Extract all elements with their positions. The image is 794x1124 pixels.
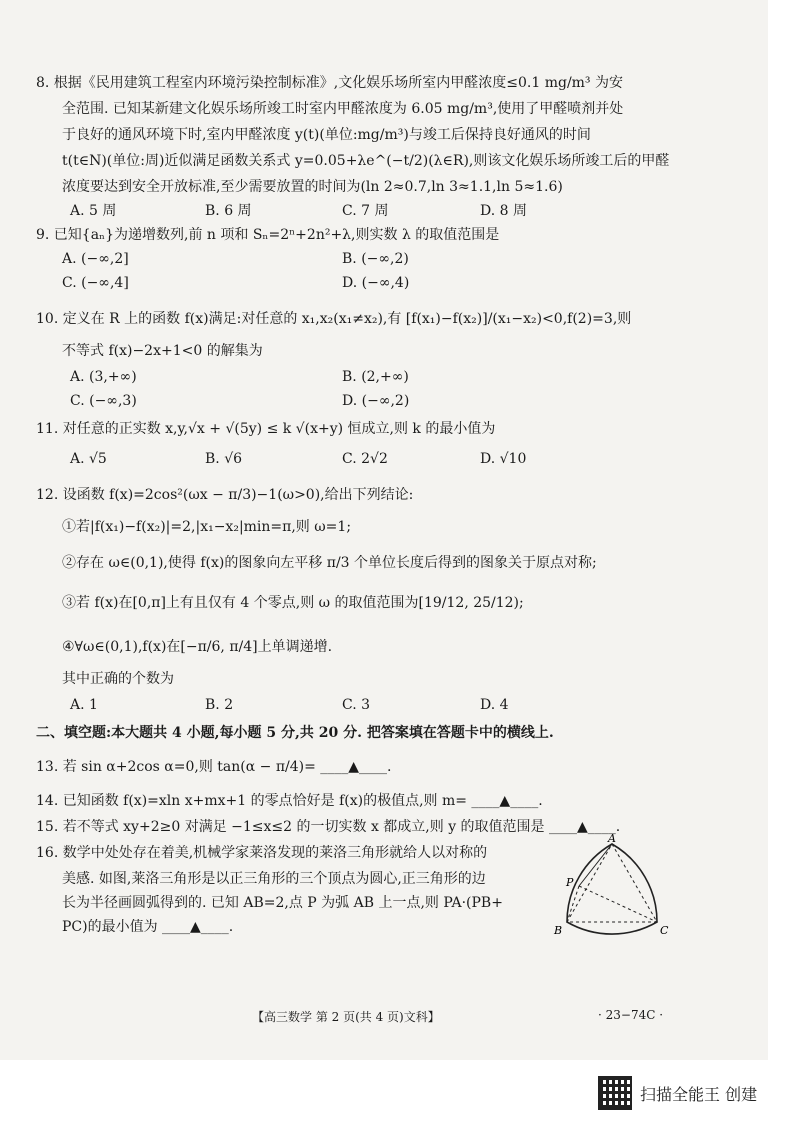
segment-pa bbox=[579, 844, 612, 886]
q11-option-d: D. √10 bbox=[480, 451, 527, 467]
q12-statement-3: ③若 f(x)在[0,π]上有且仅有 4 个零点,则 ω 的取值范围为[19/12, 25/12); bbox=[62, 595, 524, 611]
q11-option-b: B. √6 bbox=[205, 451, 243, 467]
q12-option-a: A. 1 bbox=[70, 697, 98, 713]
q8-option-c: C. 7 周 bbox=[342, 203, 389, 219]
q10-option-d: D. (−∞,2) bbox=[342, 393, 410, 409]
footer-code: · 23−74C · bbox=[598, 1008, 664, 1022]
q12-line1: 12. 设函数 f(x)=2cos²(ωx − π/3)−1(ω>0),给出下列结论: bbox=[36, 487, 414, 503]
q8-option-d: D. 8 周 bbox=[480, 203, 527, 219]
reuleaux-triangle-figure bbox=[552, 834, 676, 946]
inner-equilateral-triangle bbox=[567, 844, 657, 922]
q8-line2: 全范围. 已知某新建文化娱乐场所竣工时室内甲醛浓度为 6.05 mg/m³,使用了甲醛喷剂并处 bbox=[62, 101, 624, 117]
q10-option-c: C. (−∞,3) bbox=[70, 393, 137, 409]
q11-line1: 11. 对任意的正实数 x,y,√x + √(5y) ≤ k √(x+y) 恒成立,则 k 的最小值为 bbox=[36, 421, 496, 437]
q12-statement-4: ④∀ω∈(0,1),f(x)在[−π/6, π/4]上单调递增. bbox=[62, 639, 333, 655]
q14: 14. 已知函数 f(x)=xln x+mx+1 的零点恰好是 f(x)的极值点,则 m= ____▲____. bbox=[36, 793, 543, 809]
q10-line2: 不等式 f(x)−2x+1<0 的解集为 bbox=[62, 343, 263, 359]
scanner-watermark: 扫描全能王 创建 bbox=[640, 1085, 758, 1104]
q16-line2: 美感. 如图,莱洛三角形是以正三角形的三个顶点为圆心,正三角形的边 bbox=[62, 871, 486, 887]
q10-line1: 10. 定义在 R 上的函数 f(x)满足:对任意的 x₁,x₂(x₁≠x₂),有 [f(x₁)−f(x₂)]/(x₁−x₂)<0,f(2)=3,则 bbox=[36, 311, 632, 327]
q8-line3: 于良好的通风环境下时,室内甲醛浓度 y(t)(单位:mg/m³)与竣工后保持良好通风的时间 bbox=[62, 127, 591, 143]
q12-option-d: D. 4 bbox=[480, 697, 509, 713]
q9-option-b: B. (−∞,2) bbox=[342, 251, 409, 267]
label-c: C bbox=[660, 924, 669, 937]
q10-option-a: A. (3,+∞) bbox=[70, 369, 137, 385]
q12-option-c: C. 3 bbox=[342, 697, 371, 713]
label-b: B bbox=[554, 924, 563, 937]
q8-line5: 浓度要达到安全开放标准,至少需要放置的时间为(ln 2≈0.7,ln 3≈1.1,ln 5≈1.6) bbox=[62, 179, 563, 195]
reuleaux-triangle-outline bbox=[567, 844, 657, 934]
section-2-heading: 二、填空题:本大题共 4 小题,每小题 5 分,共 20 分. 把答案填在答题卡中的横线上. bbox=[36, 725, 554, 741]
q16-line3: 长为半径画圆弧得到的. 已知 AB=2,点 P 为弧 AB 上一点,则 PA·(PB+ bbox=[62, 895, 503, 911]
q8-line4: t(t∈N)(单位:周)近似满足函数关系式 y=0.05+λe^(−t/2)(λ∈R),则该文化娱乐场所竣工后的甲醛 bbox=[62, 153, 670, 169]
q9-option-d: D. (−∞,4) bbox=[342, 275, 410, 291]
q16-line1: 16. 数学中处处存在着美,机械学家莱洛发现的莱洛三角形就给人以对称的 bbox=[36, 845, 488, 861]
q8-line1: 8. 根据《民用建筑工程室内环境污染控制标准》,文化娱乐场所室内甲醛浓度≤0.1 mg/m³ 为安 bbox=[36, 75, 623, 91]
q11-option-a: A. √5 bbox=[70, 451, 107, 467]
q12-option-b: B. 2 bbox=[205, 697, 234, 713]
q9-option-c: C. (−∞,4] bbox=[62, 275, 129, 291]
q8-option-a: A. 5 周 bbox=[70, 203, 117, 219]
q9-line1: 9. 已知{aₙ}为递增数列,前 n 项和 Sₙ=2ⁿ+2n²+λ,则实数 λ 的取值范围是 bbox=[36, 227, 500, 243]
footer-page-info: 【高三数学 第 2 页(共 4 页)文科】 bbox=[252, 1010, 440, 1024]
q9-option-a: A. (−∞,2] bbox=[62, 251, 129, 267]
q12-statement-2: ②存在 ω∈(0,1),使得 f(x)的图象向左平移 π/3 个单位长度后得到的图象关于原点对称; bbox=[62, 555, 597, 571]
q16-line4: PC)的最小值为 ____▲____. bbox=[62, 919, 234, 935]
label-p: P bbox=[566, 876, 574, 889]
q12-prompt: 其中正确的个数为 bbox=[62, 671, 174, 687]
qr-code-icon bbox=[598, 1076, 632, 1110]
q12-statement-1: ①若|f(x₁)−f(x₂)|=2,|x₁−x₂|min=π,则 ω=1; bbox=[62, 519, 352, 535]
label-a: A bbox=[608, 834, 616, 845]
segment-pc bbox=[579, 886, 657, 922]
q11-option-c: C. 2√2 bbox=[342, 451, 388, 467]
q8-option-b: B. 6 周 bbox=[205, 203, 252, 219]
q13: 13. 若 sin α+2cos α=0,则 tan(α − π/4)= ____▲____. bbox=[36, 759, 392, 775]
q10-option-b: B. (2,+∞) bbox=[342, 369, 409, 385]
q15: 15. 若不等式 xy+2≥0 对满足 −1≤x≤2 的一切实数 x 都成立,则 y 的取值范围是 ____▲____. bbox=[36, 819, 621, 835]
